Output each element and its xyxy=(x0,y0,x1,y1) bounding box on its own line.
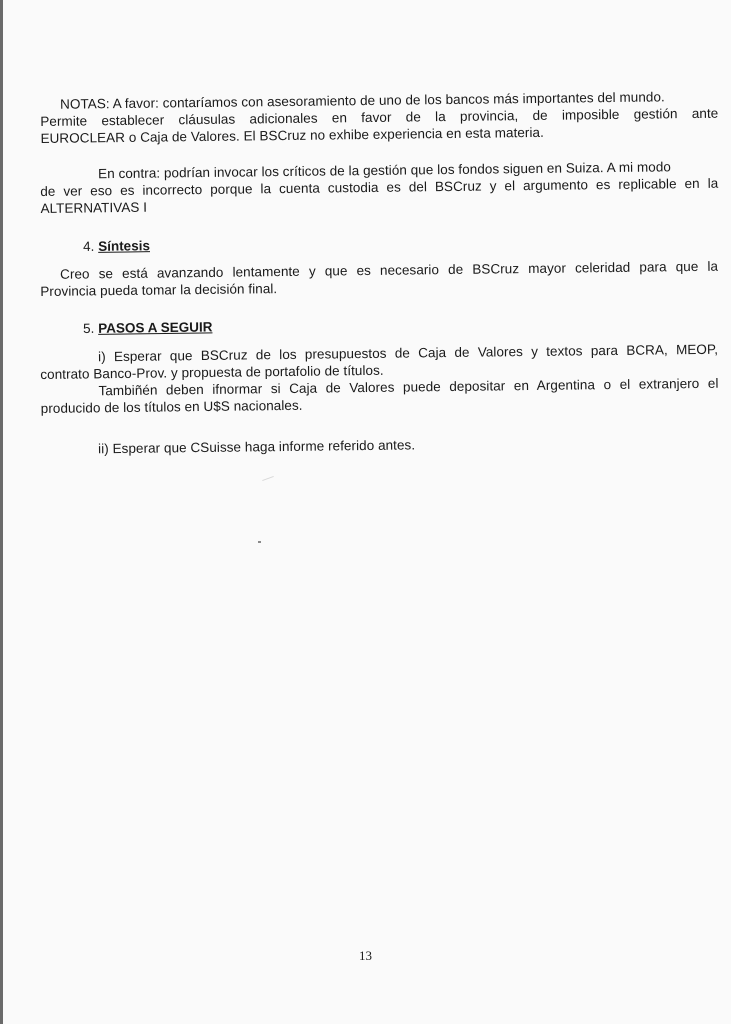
section-5-number: 5. xyxy=(83,320,95,336)
section-4-line: Creo se está avanzando lentamente y que es necesario de BSCruz mayor celeridad para que la xyxy=(60,258,719,282)
contra-paragraph xyxy=(40,158,719,217)
section-5-line: producido de los títulos en U$S nacionales. xyxy=(40,397,303,416)
scan-speck xyxy=(262,476,274,481)
section-4-heading xyxy=(83,237,150,255)
section-5-line: ii) Esperar que CSuisse haga informe referido antes. xyxy=(98,437,416,457)
section-4-paragraph xyxy=(40,258,718,300)
notes-line: NOTAS: A favor: contaríamos con asesoramiento de uno de los bancos más importantes del mundo. xyxy=(60,89,665,112)
section-5-heading xyxy=(83,318,213,337)
section-4-title: Síntesis xyxy=(98,238,151,254)
notes-line: EUROCLEAR o Caja de Valores. El BSCruz no exhibe experiencia en esta materia. xyxy=(40,124,544,146)
section-4-line: Provincia pueda tomar la decisión final. xyxy=(40,281,278,299)
notes-paragraph xyxy=(40,88,719,147)
section-5-line: Tambiñén deben ifnormar si Caja de Valores puede depositar en Argentina o el extranjero el xyxy=(98,375,719,399)
section-5-item-2 xyxy=(40,433,718,458)
section-5-item-1 xyxy=(40,341,719,417)
page-number: 13 xyxy=(359,948,372,963)
section-5-line: contrato Banco-Prov. y propuesta de portafolio de títulos. xyxy=(40,362,384,382)
notes-line: Permite establecer cláusulas adicionales en favor de la provincia, de imposible gestión ante xyxy=(40,105,719,129)
section-5-line: i) Esperar que BSCruz de los presupuestos de Caja de Valores y textos para BCRA, MEOP, xyxy=(98,341,719,365)
contra-line: de ver eso es incorrecto porque la cuenta custodia es del BSCruz y el argumento es replicable en la xyxy=(40,175,719,199)
section-4-number: 4. xyxy=(83,238,95,254)
scan-left-edge xyxy=(0,0,3,1024)
contra-line: En contra: podrían invocar los críticos de la gestión que los fondos siguen en Suiza. A mi modo xyxy=(98,159,671,182)
contra-line: ALTERNATIVAS I xyxy=(40,199,148,216)
section-5-title: PASOS A SEGUIR xyxy=(98,319,213,336)
scan-speck xyxy=(258,541,261,543)
